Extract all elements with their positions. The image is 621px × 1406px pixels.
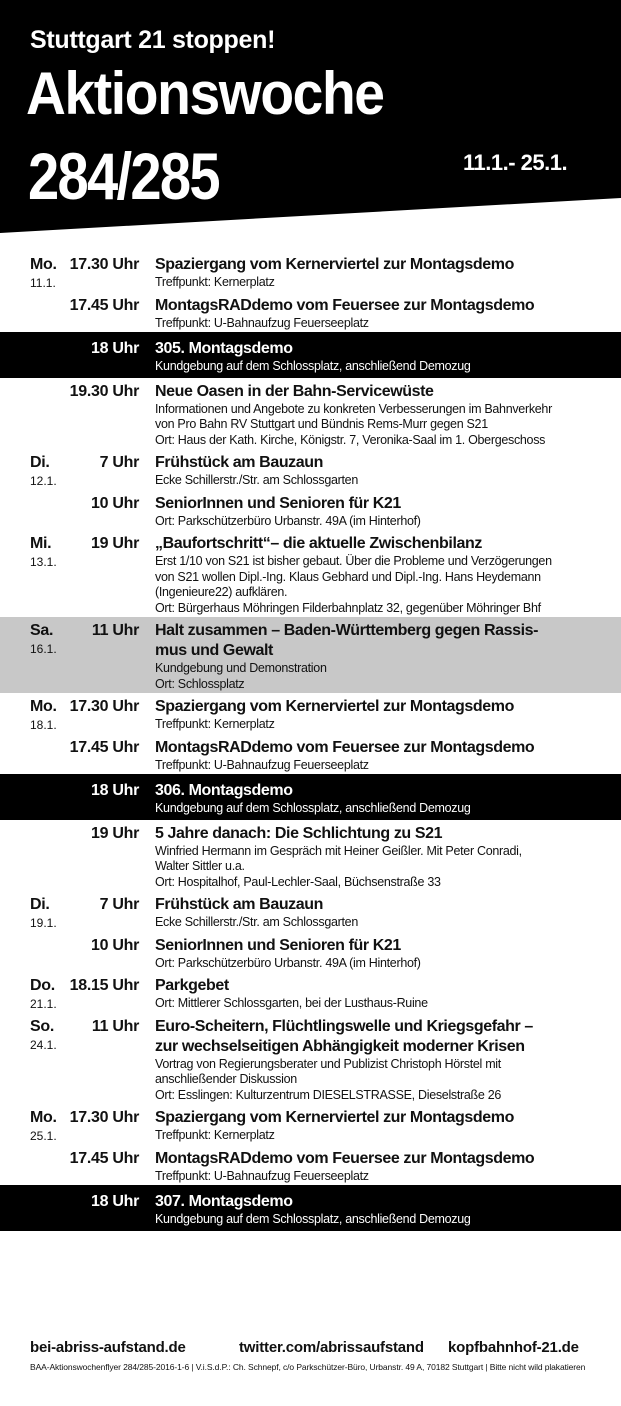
event-detail-line: Informationen und Angebote zu konkreten Verbesserungen im Bahnverkehr bbox=[155, 401, 552, 416]
event-title: Spaziergang vom Kernerviertel zur Montagsdemo bbox=[155, 256, 514, 273]
event-title-block bbox=[155, 1192, 595, 1212]
event-entry bbox=[0, 774, 621, 820]
link-bei-abriss-aufstand[interactable]: bei-abriss-aufstand.de bbox=[30, 1339, 186, 1356]
event-time: 17.30 Uhr bbox=[69, 1109, 139, 1126]
event-title-block bbox=[155, 697, 595, 717]
header-date-range: 11.1.- 25.1. bbox=[463, 150, 568, 175]
event-day: Di. bbox=[30, 896, 50, 913]
event-title: 307. Montagsdemo bbox=[155, 1193, 293, 1210]
event-detail-line: Treffpunkt: U-Bahnaufzug Feuerseeplatz bbox=[155, 315, 369, 330]
event-details bbox=[155, 801, 595, 817]
event-detail-line: Treffpunkt: U-Bahnaufzug Feuerseeplatz bbox=[155, 1168, 369, 1183]
imprint-text: BAA-Aktionswochenflyer 284/285-2016-1-6 | V.i.S.d.P.: Ch. Schnepf, c/o Parkschützer-Büro, Urbanstr. 49 A, 70182 Stuttgart | Bitte nicht wild plakatieren bbox=[30, 1362, 586, 1372]
event-title: zur wechselseitigen Abhängigkeit moderner Krisen bbox=[155, 1037, 525, 1055]
event-date: 12.1. bbox=[30, 474, 57, 488]
event-content bbox=[155, 335, 595, 375]
event-detail-line: Treffpunkt: Kernerplatz bbox=[155, 1128, 275, 1142]
event-day: Di. bbox=[30, 454, 50, 471]
event-title-block bbox=[155, 1108, 595, 1128]
event-content bbox=[155, 972, 595, 1012]
event-title: Frühstück am Bauzaun bbox=[155, 454, 324, 471]
event-day: Mi. bbox=[30, 535, 52, 552]
event-content bbox=[155, 292, 595, 332]
header-title: Aktionswoche bbox=[26, 60, 384, 127]
event-entry bbox=[0, 1145, 621, 1186]
event-content bbox=[155, 932, 595, 972]
event-detail-line: Ort: Haus der Kath. Kirche, Königstr. 7, Veronika-Saal im 1. Obergeschoss bbox=[155, 432, 546, 447]
event-title-block bbox=[155, 738, 595, 758]
event-time: 10 Uhr bbox=[91, 936, 139, 954]
event-content bbox=[155, 617, 595, 692]
event-time: 17.45 Uhr bbox=[69, 1149, 139, 1167]
event-entry bbox=[0, 378, 621, 450]
event-title-block bbox=[155, 453, 595, 473]
event-time: 17.45 Uhr bbox=[69, 738, 139, 756]
event-date: 25.1. bbox=[30, 1129, 57, 1143]
event-detail-line: Kundgebung auf dem Schlossplatz, anschließend Demozug bbox=[155, 359, 471, 373]
event-details bbox=[155, 1057, 595, 1104]
event-title-block bbox=[155, 621, 595, 661]
event-details bbox=[155, 554, 595, 616]
event-title: mus und Gewalt bbox=[155, 642, 273, 659]
event-details bbox=[155, 758, 595, 774]
event-content bbox=[155, 1188, 595, 1228]
event-entry bbox=[0, 251, 621, 292]
event-detail-line: Treffpunkt: Kernerplatz bbox=[155, 275, 275, 289]
event-title-block bbox=[155, 1149, 595, 1169]
event-detail-line: Vortrag von Regierungsberater und Publizist Christoph Hörstel mit bbox=[155, 1056, 501, 1071]
event-detail-line: Winfried Hermann im Gespräch mit Heiner Geißler. Mit Peter Conradi, bbox=[155, 843, 522, 858]
event-content bbox=[155, 891, 595, 931]
event-title: Euro-Scheitern, Flüchtlingswelle und Kriegsgefahr – bbox=[155, 1017, 533, 1035]
event-title: Halt zusammen – Baden-Württemberg gegen Rassis- bbox=[155, 622, 539, 639]
event-time: 17.30 Uhr bbox=[69, 256, 139, 273]
event-day: Mo. bbox=[30, 256, 57, 273]
event-detail-line: Ecke Schillerstr./Str. am Schlossgarten bbox=[155, 915, 358, 929]
event-detail-line: von S21 wollen Dipl.-Ing. Klaus Gebhard und Dipl.-Ing. Hans Heydemann bbox=[155, 569, 541, 584]
event-details bbox=[155, 661, 595, 692]
event-detail-line: anschließender Diskussion bbox=[155, 1072, 297, 1086]
event-details bbox=[155, 316, 595, 332]
event-time: 17.45 Uhr bbox=[69, 296, 139, 314]
event-details bbox=[155, 1128, 595, 1144]
event-title-block bbox=[155, 255, 595, 275]
event-title-block bbox=[155, 382, 595, 402]
event-content bbox=[155, 378, 595, 449]
event-detail-line: Ort: Hospitalhof, Paul-Lechler-Saal, Büchsenstraße 33 bbox=[155, 874, 441, 889]
event-title: Spaziergang vom Kernerviertel zur Montagsdemo bbox=[155, 698, 514, 715]
event-entry bbox=[0, 734, 621, 775]
event-title-block bbox=[155, 936, 595, 956]
event-title: „Baufortschritt“– die aktuelle Zwischenbilanz bbox=[155, 535, 482, 552]
event-date: 18.1. bbox=[30, 718, 57, 732]
event-detail-line: Treffpunkt: Kernerplatz bbox=[155, 717, 275, 731]
event-day: So. bbox=[30, 1017, 54, 1035]
event-detail-line: Ecke Schillerstr./Str. am Schlossgarten bbox=[155, 473, 358, 487]
event-title-block bbox=[155, 296, 595, 316]
event-title-block bbox=[155, 824, 595, 844]
header-week-number: 284/285 bbox=[28, 139, 219, 213]
event-content bbox=[155, 693, 595, 733]
event-title: SeniorInnen und Senioren für K21 bbox=[155, 494, 401, 512]
event-title: SeniorInnen und Senioren für K21 bbox=[155, 936, 401, 954]
event-day: Mo. bbox=[30, 698, 57, 715]
link-kopfbahnhof[interactable]: kopfbahnhof-21.de bbox=[448, 1339, 579, 1356]
event-detail-line: Ort: Parkschützerbüro Urbanstr. 49A (im Hinterhof) bbox=[155, 955, 421, 970]
event-list bbox=[0, 251, 621, 1231]
event-time: 11 Uhr bbox=[91, 1017, 139, 1035]
event-entry bbox=[0, 932, 621, 973]
event-content bbox=[155, 1013, 595, 1104]
event-entry bbox=[0, 1013, 621, 1105]
event-entry bbox=[0, 617, 621, 693]
event-content bbox=[155, 490, 595, 530]
event-title-block bbox=[155, 895, 595, 915]
event-details bbox=[155, 1212, 595, 1228]
event-detail-line: Kundgebung auf dem Schlossplatz, anschließend Demozug bbox=[155, 1212, 471, 1226]
event-detail-line: Erst 1/10 von S21 ist bisher gebaut. Über die Probleme und Verzögerungen bbox=[155, 554, 552, 568]
event-date: 24.1. bbox=[30, 1037, 57, 1052]
event-title: MontagsRADdemo vom Feuersee zur Montagsdemo bbox=[155, 296, 535, 314]
event-details bbox=[155, 514, 595, 530]
event-entry bbox=[0, 1104, 621, 1145]
event-time: 18 Uhr bbox=[91, 782, 139, 799]
event-title: 5 Jahre danach: Die Schlichtung zu S21 bbox=[155, 824, 443, 842]
event-day: Sa. bbox=[30, 622, 54, 639]
event-title: Parkgebet bbox=[155, 977, 229, 994]
event-time: 17.30 Uhr bbox=[69, 698, 139, 715]
event-content bbox=[155, 1104, 595, 1144]
event-detail-line: von Pro Bahn RV Stuttgart und Bündnis Rems-Murr gegen S21 bbox=[155, 417, 488, 431]
event-details bbox=[155, 956, 595, 972]
event-entry bbox=[0, 449, 621, 490]
event-time: 7 Uhr bbox=[99, 896, 139, 913]
event-detail-line: Kundgebung und Demonstration bbox=[155, 661, 327, 675]
event-time: 19 Uhr bbox=[91, 535, 139, 552]
event-details bbox=[155, 996, 595, 1012]
event-title: Frühstück am Bauzaun bbox=[155, 896, 324, 913]
event-date: 19.1. bbox=[30, 916, 57, 930]
event-date: 13.1. bbox=[30, 555, 57, 569]
event-detail-line: Kundgebung auf dem Schlossplatz, anschließend Demozug bbox=[155, 801, 471, 815]
event-content bbox=[155, 449, 595, 489]
event-details bbox=[155, 473, 595, 489]
event-title-block bbox=[155, 494, 595, 514]
event-title: Neue Oasen in der Bahn-Servicewüste bbox=[155, 382, 434, 400]
event-entry bbox=[0, 1185, 621, 1231]
event-details bbox=[155, 359, 595, 375]
event-title-block bbox=[155, 534, 595, 554]
event-detail-line: Ort: Schlossplatz bbox=[155, 676, 245, 691]
event-time: 18 Uhr bbox=[91, 1193, 139, 1210]
event-title-block bbox=[155, 339, 595, 359]
event-content bbox=[155, 1145, 595, 1185]
event-time: 19 Uhr bbox=[91, 824, 139, 842]
event-detail-line: Ort: Bürgerhaus Möhringen Filderbahnplatz 32, gegenüber Möhringer Bhf bbox=[155, 600, 541, 615]
event-time: 18 Uhr bbox=[91, 340, 139, 357]
event-title-block bbox=[155, 781, 595, 801]
event-detail-line: Ort: Esslingen: Kulturzentrum DIESELSTRASSE, Dieselstraße 26 bbox=[155, 1087, 502, 1102]
flyer-header bbox=[0, 0, 621, 240]
link-twitter[interactable]: twitter.com/abrissaufstand bbox=[239, 1339, 424, 1356]
event-title-block bbox=[155, 1017, 595, 1057]
event-title: MontagsRADdemo vom Feuersee zur Montagsdemo bbox=[155, 738, 535, 756]
event-details bbox=[155, 717, 595, 733]
event-entry bbox=[0, 972, 621, 1013]
event-detail-line: (Ingenieure22) aufklären. bbox=[155, 585, 288, 599]
event-content bbox=[155, 820, 595, 891]
event-content bbox=[155, 734, 595, 774]
header-subtitle: Stuttgart 21 stoppen! bbox=[30, 26, 276, 54]
event-date: 16.1. bbox=[30, 642, 57, 656]
event-time: 19.30 Uhr bbox=[69, 382, 139, 400]
event-entry bbox=[0, 820, 621, 892]
event-date: 21.1. bbox=[30, 997, 57, 1011]
event-content bbox=[155, 251, 595, 291]
event-time: 11 Uhr bbox=[91, 622, 139, 639]
event-detail-line: Ort: Parkschützerbüro Urbanstr. 49A (im Hinterhof) bbox=[155, 513, 421, 528]
event-entry bbox=[0, 530, 621, 617]
event-day: Do. bbox=[30, 977, 55, 994]
event-time: 10 Uhr bbox=[91, 494, 139, 512]
event-title: 306. Montagsdemo bbox=[155, 782, 293, 799]
event-details bbox=[155, 275, 595, 291]
event-details bbox=[155, 915, 595, 931]
event-detail-line: Treffpunkt: U-Bahnaufzug Feuerseeplatz bbox=[155, 757, 369, 772]
event-entry bbox=[0, 693, 621, 734]
event-title: MontagsRADdemo vom Feuersee zur Montagsdemo bbox=[155, 1149, 535, 1167]
event-content bbox=[155, 777, 595, 817]
event-time: 7 Uhr bbox=[99, 454, 139, 471]
event-detail-line: Ort: Mittlerer Schlossgarten, bei der Lusthaus-Ruine bbox=[155, 996, 428, 1010]
event-date: 11.1. bbox=[30, 276, 56, 290]
event-day: Mo. bbox=[30, 1109, 57, 1126]
event-title: 305. Montagsdemo bbox=[155, 340, 293, 357]
flyer-footer bbox=[0, 1338, 621, 1372]
event-details bbox=[155, 844, 595, 891]
event-time: 18.15 Uhr bbox=[69, 977, 139, 994]
event-entry bbox=[0, 292, 621, 333]
event-entry bbox=[0, 332, 621, 378]
event-detail-line: Walter Sittler u.a. bbox=[155, 859, 245, 873]
event-title-block bbox=[155, 976, 595, 996]
event-details bbox=[155, 1169, 595, 1185]
event-details bbox=[155, 402, 595, 449]
event-content bbox=[155, 530, 595, 616]
event-entry bbox=[0, 490, 621, 531]
event-title: Spaziergang vom Kernerviertel zur Montagsdemo bbox=[155, 1109, 514, 1126]
footer-links bbox=[0, 1338, 621, 1360]
event-entry bbox=[0, 891, 621, 932]
